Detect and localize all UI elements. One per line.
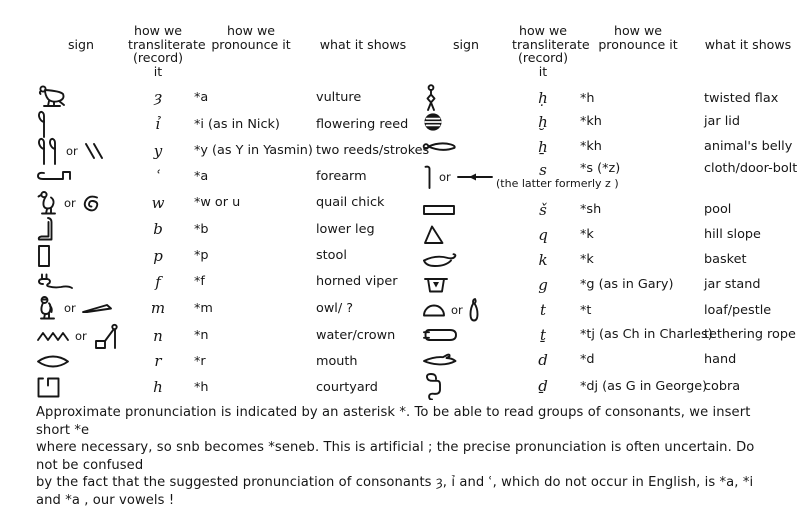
pronunciation-value: *tj (as Ch in Charles) — [580, 327, 713, 342]
horned-viper-glyph — [36, 272, 74, 292]
or-label: or — [64, 195, 76, 210]
or-label: or — [64, 301, 76, 316]
table-row — [420, 322, 794, 347]
forearm-glyph — [36, 167, 74, 185]
sign-cell — [34, 190, 128, 216]
table-row — [34, 84, 412, 110]
transliteration-value: b — [153, 220, 163, 239]
pronunciation-value: *w or u — [194, 195, 241, 211]
sign-cell — [420, 84, 512, 112]
table-row — [420, 109, 794, 134]
jar-lid-glyph — [422, 111, 444, 133]
pronunciation-value: *dj (as G in George) — [580, 378, 708, 394]
tethering-rope-glyph — [422, 327, 460, 343]
table-header — [420, 24, 794, 80]
transliteration-value: ḏ — [538, 377, 548, 395]
table-row — [34, 190, 412, 216]
sign-cell — [420, 204, 512, 216]
reed-glyph — [36, 110, 50, 138]
pronunciation-value: *a — [194, 89, 209, 105]
table-header — [34, 24, 412, 80]
twisted-flax-glyph — [422, 84, 440, 112]
stool-glyph — [36, 243, 52, 269]
sign-cell — [34, 295, 128, 321]
or-label: or — [66, 143, 78, 158]
table-row — [420, 272, 794, 297]
consonant-table-left — [34, 23, 430, 401]
sign-cell — [34, 376, 128, 399]
door-bolt-glyph — [456, 171, 494, 183]
table-row — [420, 247, 794, 272]
table-body — [420, 84, 798, 397]
pronunciation-value: *kh — [580, 139, 602, 154]
sign-cell — [420, 111, 512, 133]
footnote-line: where necessary, so snb becomes *seneb. This is artificial ; the precise pronunciation is often uncertain. Do not be confused — [36, 440, 755, 473]
table-row — [34, 110, 412, 136]
transliteration-value: m — [150, 299, 166, 318]
transliteration-value: ṯ — [539, 325, 547, 344]
table-row — [34, 137, 430, 163]
column-header-what-it-shows: what it shows — [704, 36, 792, 52]
water-glyph — [36, 330, 70, 342]
transliteration-value: ḥ — [538, 89, 548, 107]
transliteration-value: y — [153, 141, 163, 160]
what-it-shows-value: mouth — [316, 353, 358, 369]
reed-double-glyph — [36, 137, 61, 165]
sign-cell — [420, 327, 512, 343]
transliteration-value: n — [153, 326, 163, 345]
what-it-shows-value: hill slope — [704, 227, 761, 242]
table-row — [34, 163, 412, 189]
sign-cell — [34, 110, 128, 138]
table-row — [34, 322, 412, 348]
table-row — [420, 297, 794, 322]
transliteration-value: ḫ — [538, 112, 548, 131]
sign-cell — [420, 251, 512, 268]
column-header-transliterate: how we transliterate (record) it — [512, 23, 590, 79]
transliteration-value: p — [153, 246, 163, 265]
pronunciation-value: *p — [194, 248, 209, 264]
sign-cell — [420, 224, 512, 245]
column-header-what-it-shows: what it shows — [319, 36, 407, 52]
basket-glyph — [422, 251, 458, 268]
vulture-glyph — [36, 84, 68, 110]
transliteration-note: (the latter formerly z ) — [496, 177, 619, 190]
pronunciation-value: *b — [194, 221, 209, 237]
pronunciation-value: *h — [580, 90, 595, 106]
pronunciation-value: *sh — [580, 202, 602, 217]
sign-cell — [34, 272, 128, 292]
what-it-shows-value: horned viper — [316, 274, 398, 290]
sign-cell — [34, 322, 128, 350]
pronunciation-value: *i (as in Nick) — [194, 116, 280, 132]
pronunciation-value: *h — [194, 379, 209, 395]
pronunciation-value: *t — [580, 302, 592, 318]
loaf-glyph — [422, 304, 446, 317]
footnote — [36, 404, 778, 510]
pronunciation-value: *r — [194, 353, 206, 369]
transliteration-value: r — [154, 352, 162, 371]
table-row — [34, 269, 412, 295]
transliteration-value: ỉ — [155, 115, 161, 134]
table-row — [420, 197, 794, 222]
pronunciation-value: *y (as Y in Yasmin) — [194, 143, 313, 159]
transliteration-value: ʿ — [155, 167, 161, 186]
what-it-shows-value: twisted flax — [704, 90, 779, 106]
what-it-shows-value: quail chick — [316, 195, 385, 211]
column-header-pronounce: how we pronounce it — [598, 23, 678, 52]
or-label: or — [439, 170, 451, 184]
transliteration-value: k — [538, 250, 548, 269]
consonant-table-right — [420, 23, 798, 397]
pestle-glyph — [468, 297, 480, 323]
table-row — [34, 216, 412, 242]
what-it-shows-value: loaf/pestle — [704, 302, 772, 318]
table-row — [420, 372, 794, 397]
transliteration-value: t — [539, 301, 547, 319]
transliteration-value: š — [539, 200, 547, 219]
table-row — [34, 242, 412, 268]
or-label: or — [451, 303, 463, 317]
what-it-shows-value: cloth/door-bolt — [704, 161, 798, 176]
table-row — [420, 134, 794, 159]
sign-cell — [420, 139, 512, 154]
lower-leg-glyph — [36, 216, 54, 243]
spiral-glyph — [81, 193, 101, 213]
sign-cell — [420, 353, 512, 367]
hill-slope-glyph — [422, 224, 445, 245]
sign-cell — [420, 297, 512, 323]
table-row — [420, 159, 798, 197]
column-header-transliterate: how we transliterate (record) it — [128, 23, 206, 79]
folded-cloth-glyph — [422, 164, 434, 190]
transliteration-value: q — [538, 225, 548, 244]
table-body — [34, 84, 430, 401]
footnote-line: Approximate pronunciation is indicated by an asterisk *. To be able to read groups of consonants, we insert short *e — [36, 405, 751, 438]
pronunciation-value: *kh — [580, 114, 602, 129]
table-row — [420, 222, 794, 247]
stroke-pair-glyph — [83, 141, 103, 161]
pronunciation-value: *k — [580, 252, 594, 267]
table-row — [34, 295, 412, 321]
transliteration-value: f — [155, 272, 161, 291]
transliteration-value: ȝ — [154, 88, 162, 107]
pronunciation-value: *k — [580, 227, 594, 242]
table-row — [34, 374, 412, 400]
sign-cell — [34, 167, 128, 185]
pronunciation-value: *n — [194, 328, 209, 344]
column-header-pronounce: how we pronounce it — [211, 23, 291, 52]
what-it-shows-value: water/crown — [316, 328, 396, 344]
pronunciation-value: *f — [194, 274, 205, 290]
footnote-line: by the fact that the suggested pronunciation of consonants ȝ, ỉ and ʿ, which do not occur in English, is *a, *i and *a , our vowels ! — [36, 475, 754, 508]
what-it-shows-value: animal's belly — [704, 139, 793, 154]
sign-cell — [34, 137, 128, 165]
what-it-shows-value: jar lid — [704, 114, 740, 129]
table-row — [420, 84, 794, 109]
transliteration-value: h — [153, 378, 163, 397]
quail-chick-glyph — [36, 190, 59, 216]
table-row — [34, 348, 412, 374]
what-it-shows-value: hand — [704, 352, 737, 367]
pronunciation-value: *s (*z) — [580, 161, 621, 176]
what-it-shows-value: cobra — [704, 378, 741, 394]
pronunciation-value: *a — [194, 168, 209, 184]
what-it-shows-value: lower leg — [316, 221, 375, 237]
sign-cell — [34, 216, 128, 243]
cobra-glyph — [422, 372, 446, 400]
table-row — [420, 347, 794, 372]
what-it-shows-value: pool — [704, 202, 732, 217]
pronunciation-value: *g (as in Gary) — [580, 277, 674, 292]
sign-cell — [34, 355, 128, 368]
column-header-sign: sign — [452, 36, 480, 52]
sickle-glyph — [81, 302, 115, 315]
pronunciation-value: *d — [580, 352, 595, 367]
transliteration-value: g — [538, 275, 548, 294]
sign-cell — [420, 372, 512, 400]
animal-belly-glyph — [422, 139, 458, 154]
pool-glyph — [422, 204, 456, 216]
what-it-shows-value: courtyard — [316, 379, 378, 395]
courtyard-glyph — [36, 376, 61, 399]
transliteration-value: ẖ — [538, 137, 548, 156]
what-it-shows-value: flowering reed — [316, 116, 409, 132]
pronunciation-value: *m — [194, 300, 213, 316]
what-it-shows-value: two reeds/strokes — [316, 143, 430, 159]
what-it-shows-value: jar stand — [704, 277, 761, 292]
hand-glyph — [422, 353, 458, 367]
owl-glyph — [36, 295, 59, 321]
column-header-sign: sign — [67, 36, 95, 52]
transliteration-value: s (the latter formerly z ) — [496, 161, 619, 190]
transliteration-value: w — [151, 193, 165, 212]
what-it-shows-value: basket — [704, 252, 747, 267]
sign-cell — [34, 84, 128, 110]
what-it-shows-value: vulture — [316, 89, 362, 105]
mouth-glyph — [36, 355, 70, 368]
what-it-shows-value: owl/ ? — [316, 300, 354, 316]
sign-cell — [420, 275, 512, 294]
what-it-shows-value: stool — [316, 248, 347, 264]
what-it-shows-value: tethering rope — [704, 327, 796, 342]
crown-glyph — [92, 322, 118, 350]
transliteration-value: d — [538, 350, 548, 369]
or-label: or — [75, 328, 87, 343]
jar-stand-glyph — [422, 275, 450, 294]
sign-cell — [34, 243, 128, 269]
what-it-shows-value: forearm — [316, 168, 367, 184]
